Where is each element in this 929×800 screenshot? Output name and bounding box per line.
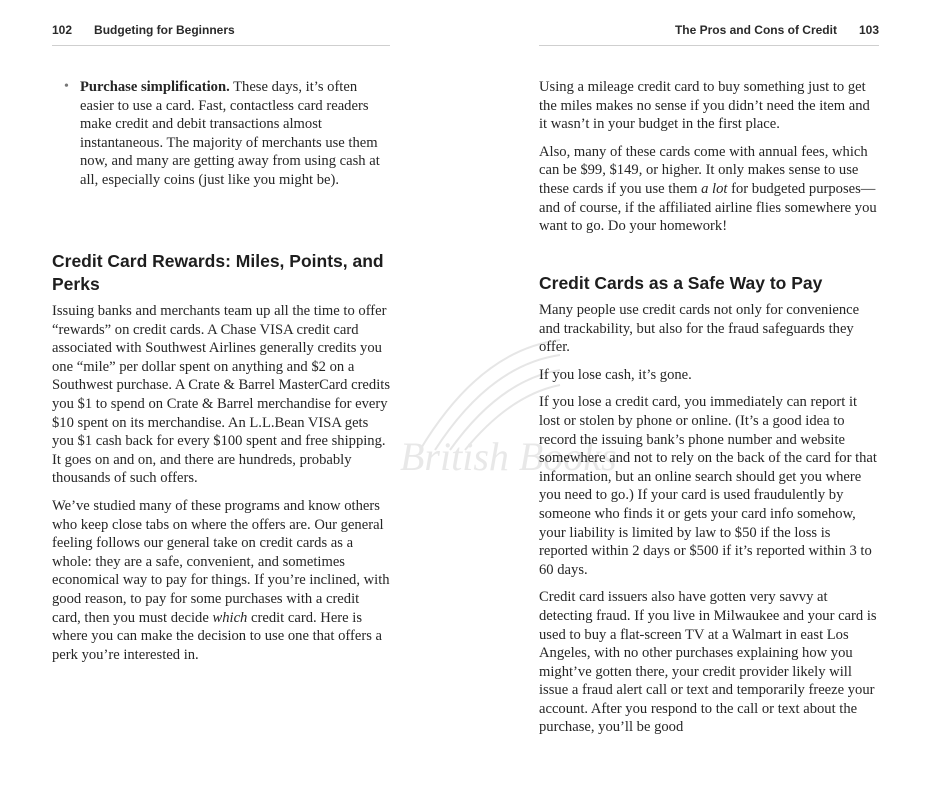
right-paragraph-2-after: for budgeted purposes—and of course, if the affiliated airline flies somewhere you want to go. Do your homework! [539,180,877,235]
right-running-head [539,23,879,46]
right-paragraph-6: Credit card issuers also have gotten very savvy at detecting fraud. If you live in Milwaukee and your card is used to buy a flat-screen TV at a Walmart in east Los Angeles, with no other purchases explaining how you might’ve gotten there, your credit provider likely will issue a fraud alert call or text and temporarily freeze your account. After you respond to the call or text about the purchase, you’ll be good [539,589,877,736]
left-paragraph-2-emphasis: which [212,609,248,626]
left-page-number: 102 [52,23,73,37]
section-heading-safe-way: Credit Cards as a Safe Way to Pay [539,273,823,293]
bullet-text: These days, it’s often easier to use a card. Fast, contactless card readers make credit and debit transactions almost instantaneous. The majority of merchants use them now, and many are getting away from using cash at all, especially coins (just like you might be). [80,79,380,188]
bullet-lead: Purchase simplification. [80,79,230,95]
right-paragraph-1: Using a mileage credit card to buy something just to get the miles makes no sense if you didn’t need the item and it wasn’t in your budget in the first place. [539,79,870,133]
right-paragraph-5: If you lose a credit card, you immediately can report it lost or stolen by phone or online. (It’s a good idea to record the issuing bank’s phone number and website somewhere and not to rely on the back of the card for that information, but an online search should get you where you need to go.) If your card is used fraudulently by someone who finds it or gets your card info somehow, your liability is limited by law to $50 if the loss is reported within 2 days or $500 if it’s reported within 3 to 60 days. [539,394,877,578]
right-paragraph-3: Many people use credit cards not only for convenience and trackability, but also for the fraud safeguards they offer. [539,302,860,356]
bullet-purchase-simplification [52,78,390,190]
right-body-top [539,78,879,245]
section-heading-rewards: Credit Card Rewards: Miles, Points, and Perks [52,251,384,294]
left-paragraph-2-before: We’ve studied many of these programs and know others who keep close tabs on where the offers are. Our general feeling follows our general take on credit cards as a whole: they are a safe, convenient, and sometimes economical way to pay for things. If you’re inclined, with good reason, to pay for some purchases with a credit card, then you must decide [52,497,390,626]
right-paragraph-2-emphasis: a lot [701,180,728,197]
left-paragraph-2 [52,497,390,664]
left-section [52,250,390,673]
left-running-head [52,23,390,46]
left-page [52,0,390,800]
left-paragraph-2-after: credit card. Here is where you can make the decision to use one that offers a perk you’re interested in. [52,609,382,663]
left-paragraph-1: Issuing banks and merchants team up all the time to offer “rewards” on credit cards. A Chase VISA credit card associated with Southwest Airlines generally credits you one “mile” per dollar spent on anything and $2 on a Southwest purchase. A Crate & Barrel MasterCard credits you $1 to spend on Crate & Barrel merchandise for every $10 spent on its merchandise. An L.L.Bean VISA gets you $1 cash back for every $100 spent and free shipping. It goes on and on, and there are hundreds, probably thousands of such offers. [52,303,390,487]
bullet-dot-icon: • [64,79,69,94]
right-running-title: The Pros and Cons of Credit [674,23,837,37]
right-page [539,0,879,800]
left-running-title: Budgeting for Beginners [94,23,235,37]
right-section [539,272,879,746]
right-paragraph-4: If you lose cash, it’s gone. [539,366,692,383]
svg-text:British Books: British Books [400,434,617,479]
right-page-number: 103 [858,23,879,37]
right-paragraph-2 [539,143,879,236]
left-body [52,78,390,199]
right-paragraph-2-before: Also, many of these cards come with annual fees, which can be $99, $149, or higher. It only makes sense to use these cards if you use them [539,143,868,197]
